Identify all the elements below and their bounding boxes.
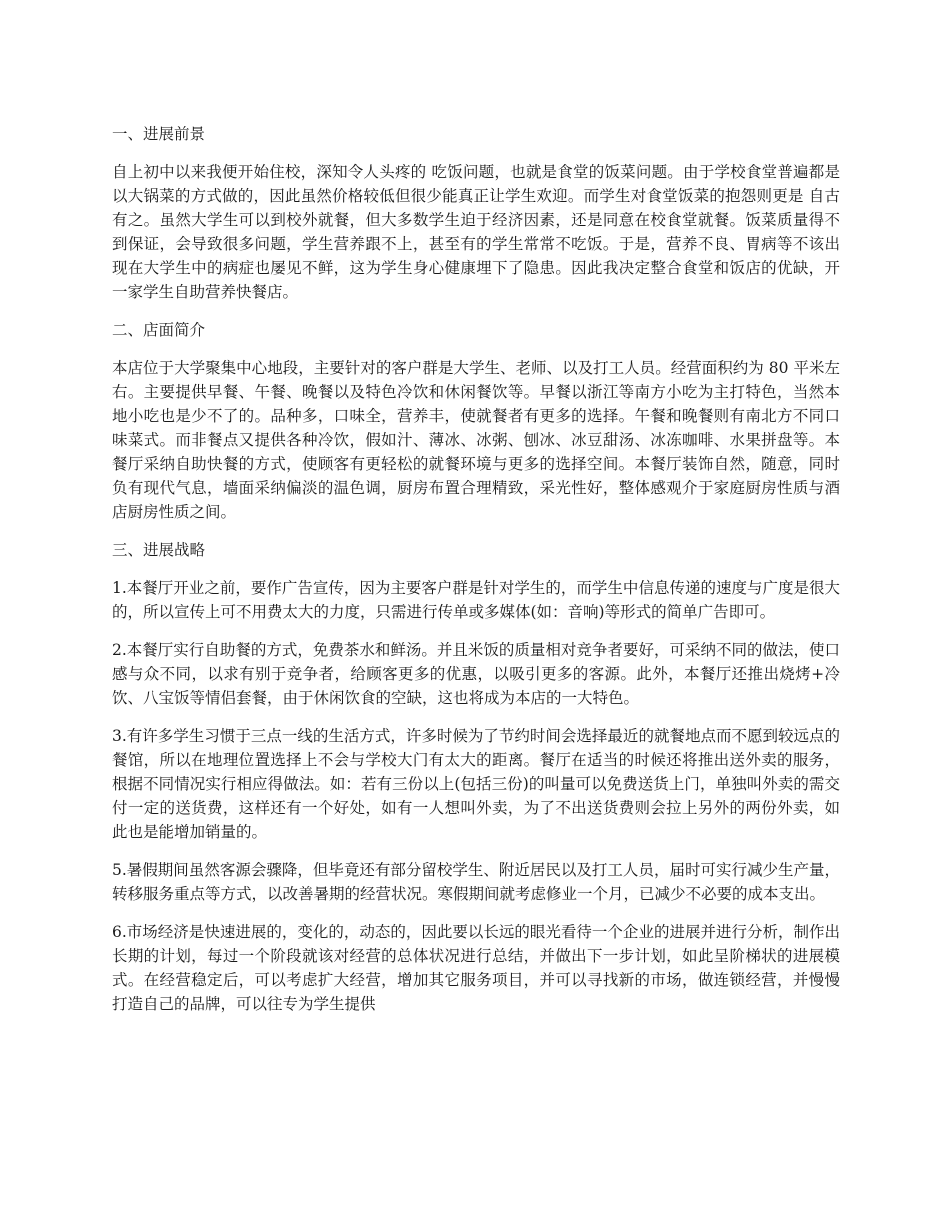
paragraph: 2.本餐厅实行自助餐的方式，免费茶水和鲜汤。并且米饭的质量相对竞争者要好，可采纳不同的做法，使口感与众不同，以求有别于竞争者，给顾客更多的优惠，以吸引更多的客源。此外，本餐厅还推出烧烤+冷饮、八宝饭等情侣套餐，由于休闲饮食的空缺，这也将成为本店的一大特色。	[112, 641, 840, 707]
paragraph: 5.暑假期间虽然客源会骤降，但毕竟还有部分留校学生、附近居民以及打工人员，届时可实行减少生产量，转移服务重点等方式，以改善暑期的经营状况。寒假期间就考虑修业一个月，已减少不必要的成本支出。	[112, 861, 840, 903]
document-page	[112, 122, 840, 1030]
section-heading: 三、进展战略	[112, 541, 206, 559]
section-heading: 一、进展前景	[112, 125, 206, 143]
section-heading: 二、店面简介	[112, 321, 206, 339]
paragraph: 6.市场经济是快速进展的，变化的，动态的，因此要以长远的眼光看待一个企业的进展并进行分析，制作出长期的计划，每过一个阶段就该对经营的总体状况进行总结，并做出下一步计划，如此呈阶梯状的进展模式。在经营稳定后，可以考虑扩大经营，增加其它服务项目，并可以寻找新的市场，做连锁经营，并慢慢打造自己的品牌，可以往专为学生提供	[112, 923, 840, 1013]
paragraph: 本店位于大学聚集中心地段，主要针对的客户群是大学生、老师、以及打工人员。经营面积约为 80 平米左右。主要提供早餐、午餐、晚餐以及特色冷饮和休闲餐饮等。早餐以浙江等南方小吃为主打特色，当然本地小吃也是少不了的。品种多，口味全，营养丰，使就餐者有更多的选择。午餐和晚餐则有南北方不同口味菜式。而非餐点又提供各种冷饮，假如汁、薄冰、冰粥、刨冰、冰豆甜汤、冰冻咖啡、水果拼盘等。本餐厅采纳自助快餐的方式，使顾客有更轻松的就餐环境与更多的选择空间。本餐厅装饰自然，随意，同时负有现代气息，墙面采纳偏淡的温色调，厨房布置合理精致，采光性好，整体感观介于家庭厨房性质与酒店厨房性质之间。	[112, 359, 840, 521]
paragraph: 3.有许多学生习惯于三点一线的生活方式，许多时候为了节约时间会选择最近的就餐地点而不愿到较远点的餐馆，所以在地理位置选择上不会与学校大门有太大的距离。餐厅在适当的时候还将推出送外卖的服务，根据不同情况实行相应得做法。如：若有三份以上(包括三份)的叫量可以免费送货上门，单独叫外卖的需交付一定的送货费，这样还有一个好处，如有一人想叫外卖，为了不出送货费则会拉上另外的两份外卖，如此也是能增加销量的。	[112, 727, 840, 841]
paragraph: 1.本餐厅开业之前，要作广告宣传，因为主要客户群是针对学生的，而学生中信息传递的速度与广度是很大的，所以宣传上可不用费太大的力度，只需进行传单或多媒体(如：音响)等形式的简单广告即可。	[112, 579, 840, 621]
paragraph: 自上初中以来我便开始住校，深知令人头疼的 吃饭问题，也就是食堂的饭菜问题。由于学校食堂普遍都是以大锅菜的方式做的，因此虽然价格较低但很少能真正让学生欢迎。而学生对食堂饭菜的抱怨则更是 自古有之。虽然大学生可以到校外就餐，但大多数学生迫于经济因素，还是同意在校食堂就餐。饭菜质量得不到保证，会导致很多问题，学生营养跟不上，甚至有的学生常常不吃饭。于是，营养不良、胃病等不该出现在大学生中的病症也屡见不鲜，这为学生身心健康埋下了隐患。因此我决定整合食堂和饭店的优缺，开一家学生自助营养快餐店。	[112, 163, 840, 301]
